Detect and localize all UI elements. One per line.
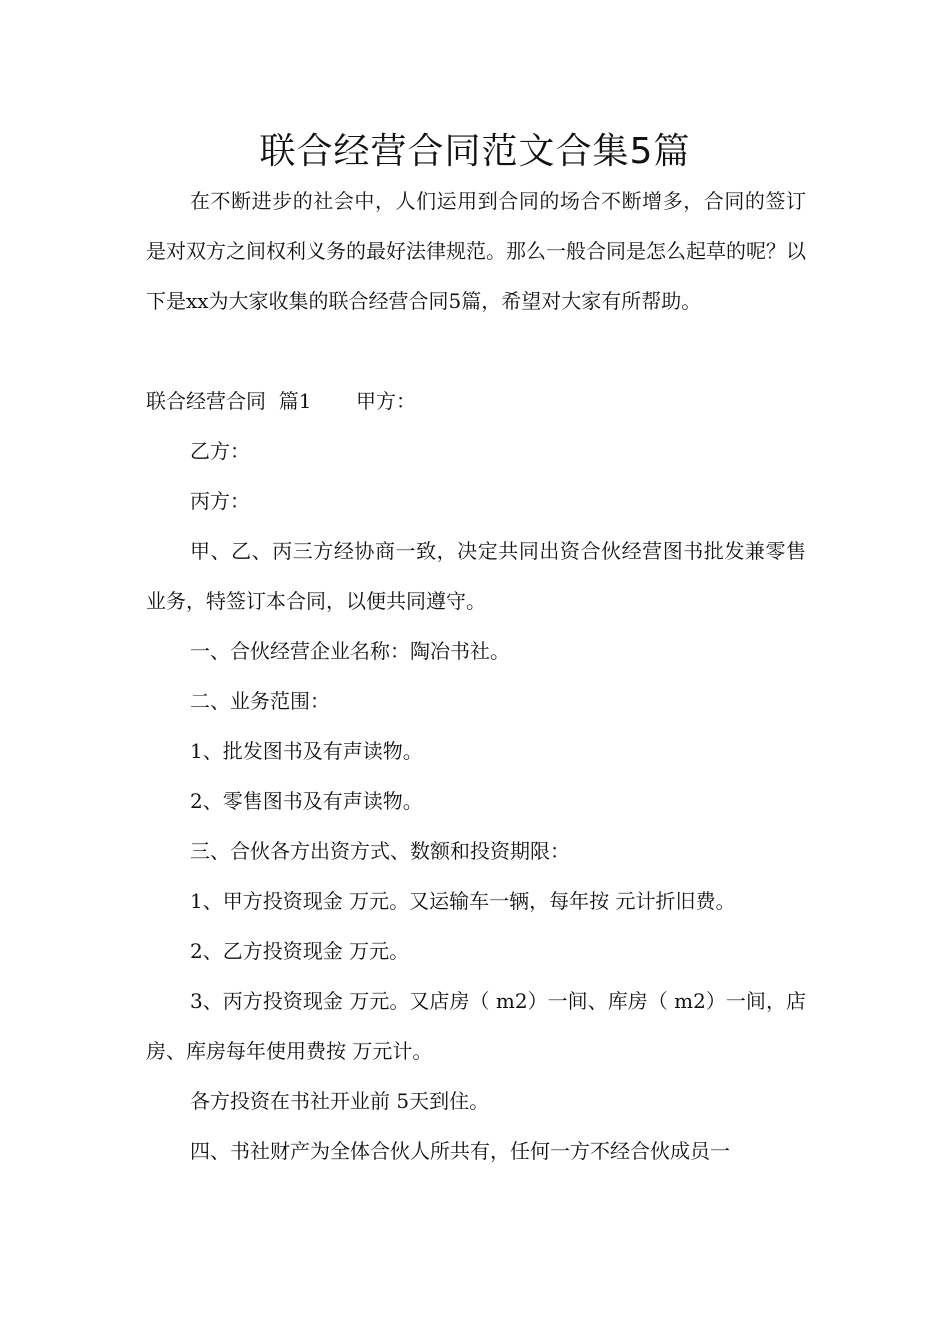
- document-body: [146, 176, 806, 1176]
- contract-paragraph: 三、合伙各方出资方式、数额和投资期限：: [190, 839, 570, 863]
- party-c-line: 丙方：: [190, 489, 250, 513]
- contract-paragraph: 各方投资在书社开业前 5天到住。: [190, 1089, 490, 1113]
- contract-paragraph: 一、合伙经营企业名称：陶冶书社。: [190, 639, 510, 663]
- contract-paragraph: 2、零售图书及有声读物。: [190, 789, 423, 813]
- party-b-line: 乙方：: [190, 439, 250, 463]
- contract-paragraph: 3、丙方投资现金 万元。又店房（ m2）一间、库房（ m2）一间，店房、库房每年使用费按 万元计。: [146, 989, 806, 1063]
- document-title: 联合经营合同范文合集5篇: [259, 131, 691, 172]
- contract-paragraph: 二、业务范围：: [190, 689, 330, 713]
- intro-paragraph: 在不断进步的社会中，人们运用到合同的场合不断增多，合同的签订是对双方之间权利义务的最好法律规范。那么一般合同是怎么起草的呢？以下是xx为大家收集的联合经营合同5篇，希望对大家有所帮助。: [146, 189, 806, 313]
- section-heading: 联合经营合同 篇1 甲方：: [146, 389, 416, 413]
- contract-paragraph: 四、书社财产为全体合伙人所共有，任何一方不经合伙成员一: [190, 1139, 730, 1163]
- contract-paragraph: 1、甲方投资现金 万元。又运输车一辆，每年按 元计折旧费。: [190, 889, 736, 913]
- blank-line: [146, 326, 806, 376]
- contract-paragraph: 2、乙方投资现金 万元。: [190, 939, 410, 963]
- contract-paragraph: 甲、乙、丙三方经协商一致，决定共同出资合伙经营图书批发兼零售业务，特签订本合同，以便共同遵守。: [146, 539, 806, 613]
- contract-paragraph: 1、批发图书及有声读物。: [190, 739, 423, 763]
